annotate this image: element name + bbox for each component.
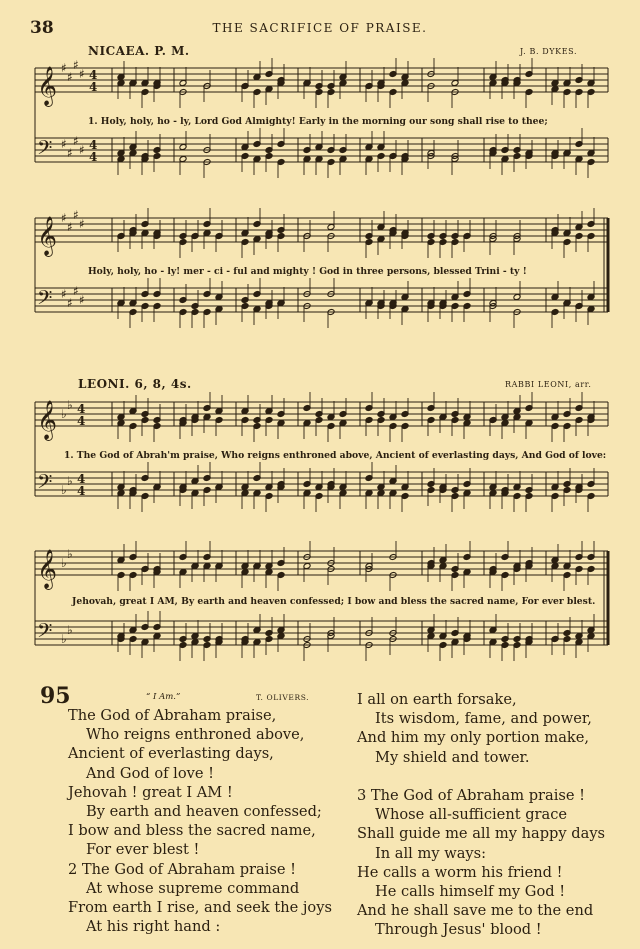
hymn-text-line: For ever blest ! [86,841,200,859]
hymn-meta: “ I Am.” [146,692,181,702]
lyric-line-leoni-1: 1. The God of Abrah'm praise, Who reigns enthroned above, Ancient of everlasting days, And God of love: [64,450,607,461]
svg-text:♯: ♯ [67,296,73,310]
music-system-nicaea-2 [30,208,612,344]
hymn-text-line: I all on earth forsake, [357,691,517,708]
music-system-nicaea-1 [30,58,612,194]
svg-text:♯: ♯ [67,220,73,234]
hymn-text-line: My shield and tower. [375,748,530,766]
svg-text:♭: ♭ [67,623,73,637]
hymn-text-line: Through Jesus' blood ! [375,921,542,939]
svg-text:𝄞: 𝄞 [37,66,58,106]
svg-text:♯: ♯ [73,58,79,72]
svg-text:♯: ♯ [73,284,79,298]
svg-text:𝄢: 𝄢 [37,286,53,314]
svg-text:4: 4 [77,472,86,486]
svg-text:♯: ♯ [73,208,79,222]
hymn-text-line: 3 The God of Abraham praise ! [357,787,586,805]
svg-text:♭: ♭ [67,398,73,412]
page-number: 38 [30,18,54,38]
hymn-text-line: He calls himself my God ! [375,883,566,901]
svg-text:4: 4 [89,138,98,152]
svg-text:4: 4 [89,80,98,94]
hymn-text-line: At whose supreme command [86,879,300,897]
hymn-text-line: By earth and heaven confessed; [86,803,322,821]
svg-text:𝄢: 𝄢 [37,470,53,498]
hymn-text-line: Whose all-sufficient grace [375,806,568,824]
hymn-text-left-column [68,706,332,936]
hymn-text-line: Jehovah ! great I AM ! [68,783,233,801]
hymn-text-line: Shall guide me all my happy days [357,825,606,843]
running-head: THE SACRIFICE OF PRAISE. [212,21,428,35]
svg-text:4: 4 [77,402,86,416]
svg-text:4: 4 [77,484,86,498]
composer-dykes: J. B. DYKES. [520,47,578,56]
svg-text:𝄢: 𝄢 [37,619,53,647]
svg-text:♭: ♭ [61,632,67,646]
hymn-text-line: 2 The God of Abraham praise ! [68,860,297,878]
svg-text:𝄞: 𝄞 [37,400,58,440]
hymn-text-line [357,767,605,786]
composer-leoni: RABBI LEONI, arr. [505,380,592,389]
svg-text:♯: ♯ [79,143,85,157]
hymn-author: T. OLIVERS. [256,693,310,702]
svg-text:4: 4 [77,414,86,428]
hymn-text-line: In all my ways: [375,844,487,862]
hymn-text-line: From earth I rise, and seek the joys [68,899,332,917]
hymn-text-line: And him my only portion make, [357,729,590,747]
svg-text:♭: ♭ [61,407,67,421]
hymn-text-line: Ancient of everlasting days, [68,745,274,763]
svg-text:𝄞: 𝄞 [37,549,58,589]
hymn-text-line: He calls a worm his friend ! [357,863,563,881]
svg-text:♭: ♭ [67,474,73,488]
lyric-line-leoni-2: Jehovah, great I AM, By earth and heaven confessed; I bow and bless the sacred name, For ever blest. [72,596,596,607]
svg-text:♯: ♯ [79,217,85,231]
svg-text:♯: ♯ [61,211,67,225]
hymn-text-line: Who reigns enthroned above, [86,726,305,744]
hymn-text-right-column [357,690,605,940]
hymn-text-line: I bow and bless the sacred name, [68,822,316,840]
svg-text:♯: ♯ [73,134,79,148]
hymn-text-line: The God of Abraham praise, [68,707,277,724]
svg-text:♯: ♯ [61,137,67,151]
tune-name-leoni: LEONI. 6, 8, 4s. [78,377,192,391]
hymn-number: 95 [40,683,71,709]
lyric-line-nicaea-2: Holy, holy, ho - ly! mer - ci - ful and mighty ! God in three persons, blessed Trini - ty ! [88,266,527,277]
svg-text:♯: ♯ [61,287,67,301]
hymn-text-line: At his right hand : [86,918,221,936]
svg-text:♯: ♯ [61,61,67,75]
svg-text:𝄞: 𝄞 [37,216,58,256]
music-system-leoni-1 [30,396,612,528]
svg-text:♯: ♯ [79,293,85,307]
music-system-leoni-2 [30,545,612,677]
svg-text:♭: ♭ [67,547,73,561]
lyric-line-nicaea-1: 1. Holy, holy, ho - ly, Lord God Almighty! Early in the morning our song shall rise to thee; [88,116,548,127]
svg-text:♯: ♯ [67,70,73,84]
svg-text:♯: ♯ [79,67,85,81]
svg-text:4: 4 [89,68,98,82]
svg-text:𝄢: 𝄢 [37,136,53,164]
tune-name-nicaea: NICAEA. P. M. [88,44,190,58]
hymn-text-line: Its wisdom, fame, and power, [375,710,592,728]
svg-text:♯: ♯ [67,146,73,160]
svg-text:♭: ♭ [61,483,67,497]
svg-text:♭: ♭ [61,556,67,570]
hymn-text-line: And he shall save me to the end [357,902,594,920]
hymn-text-line: And God of love ! [86,764,215,782]
svg-text:4: 4 [89,150,98,164]
